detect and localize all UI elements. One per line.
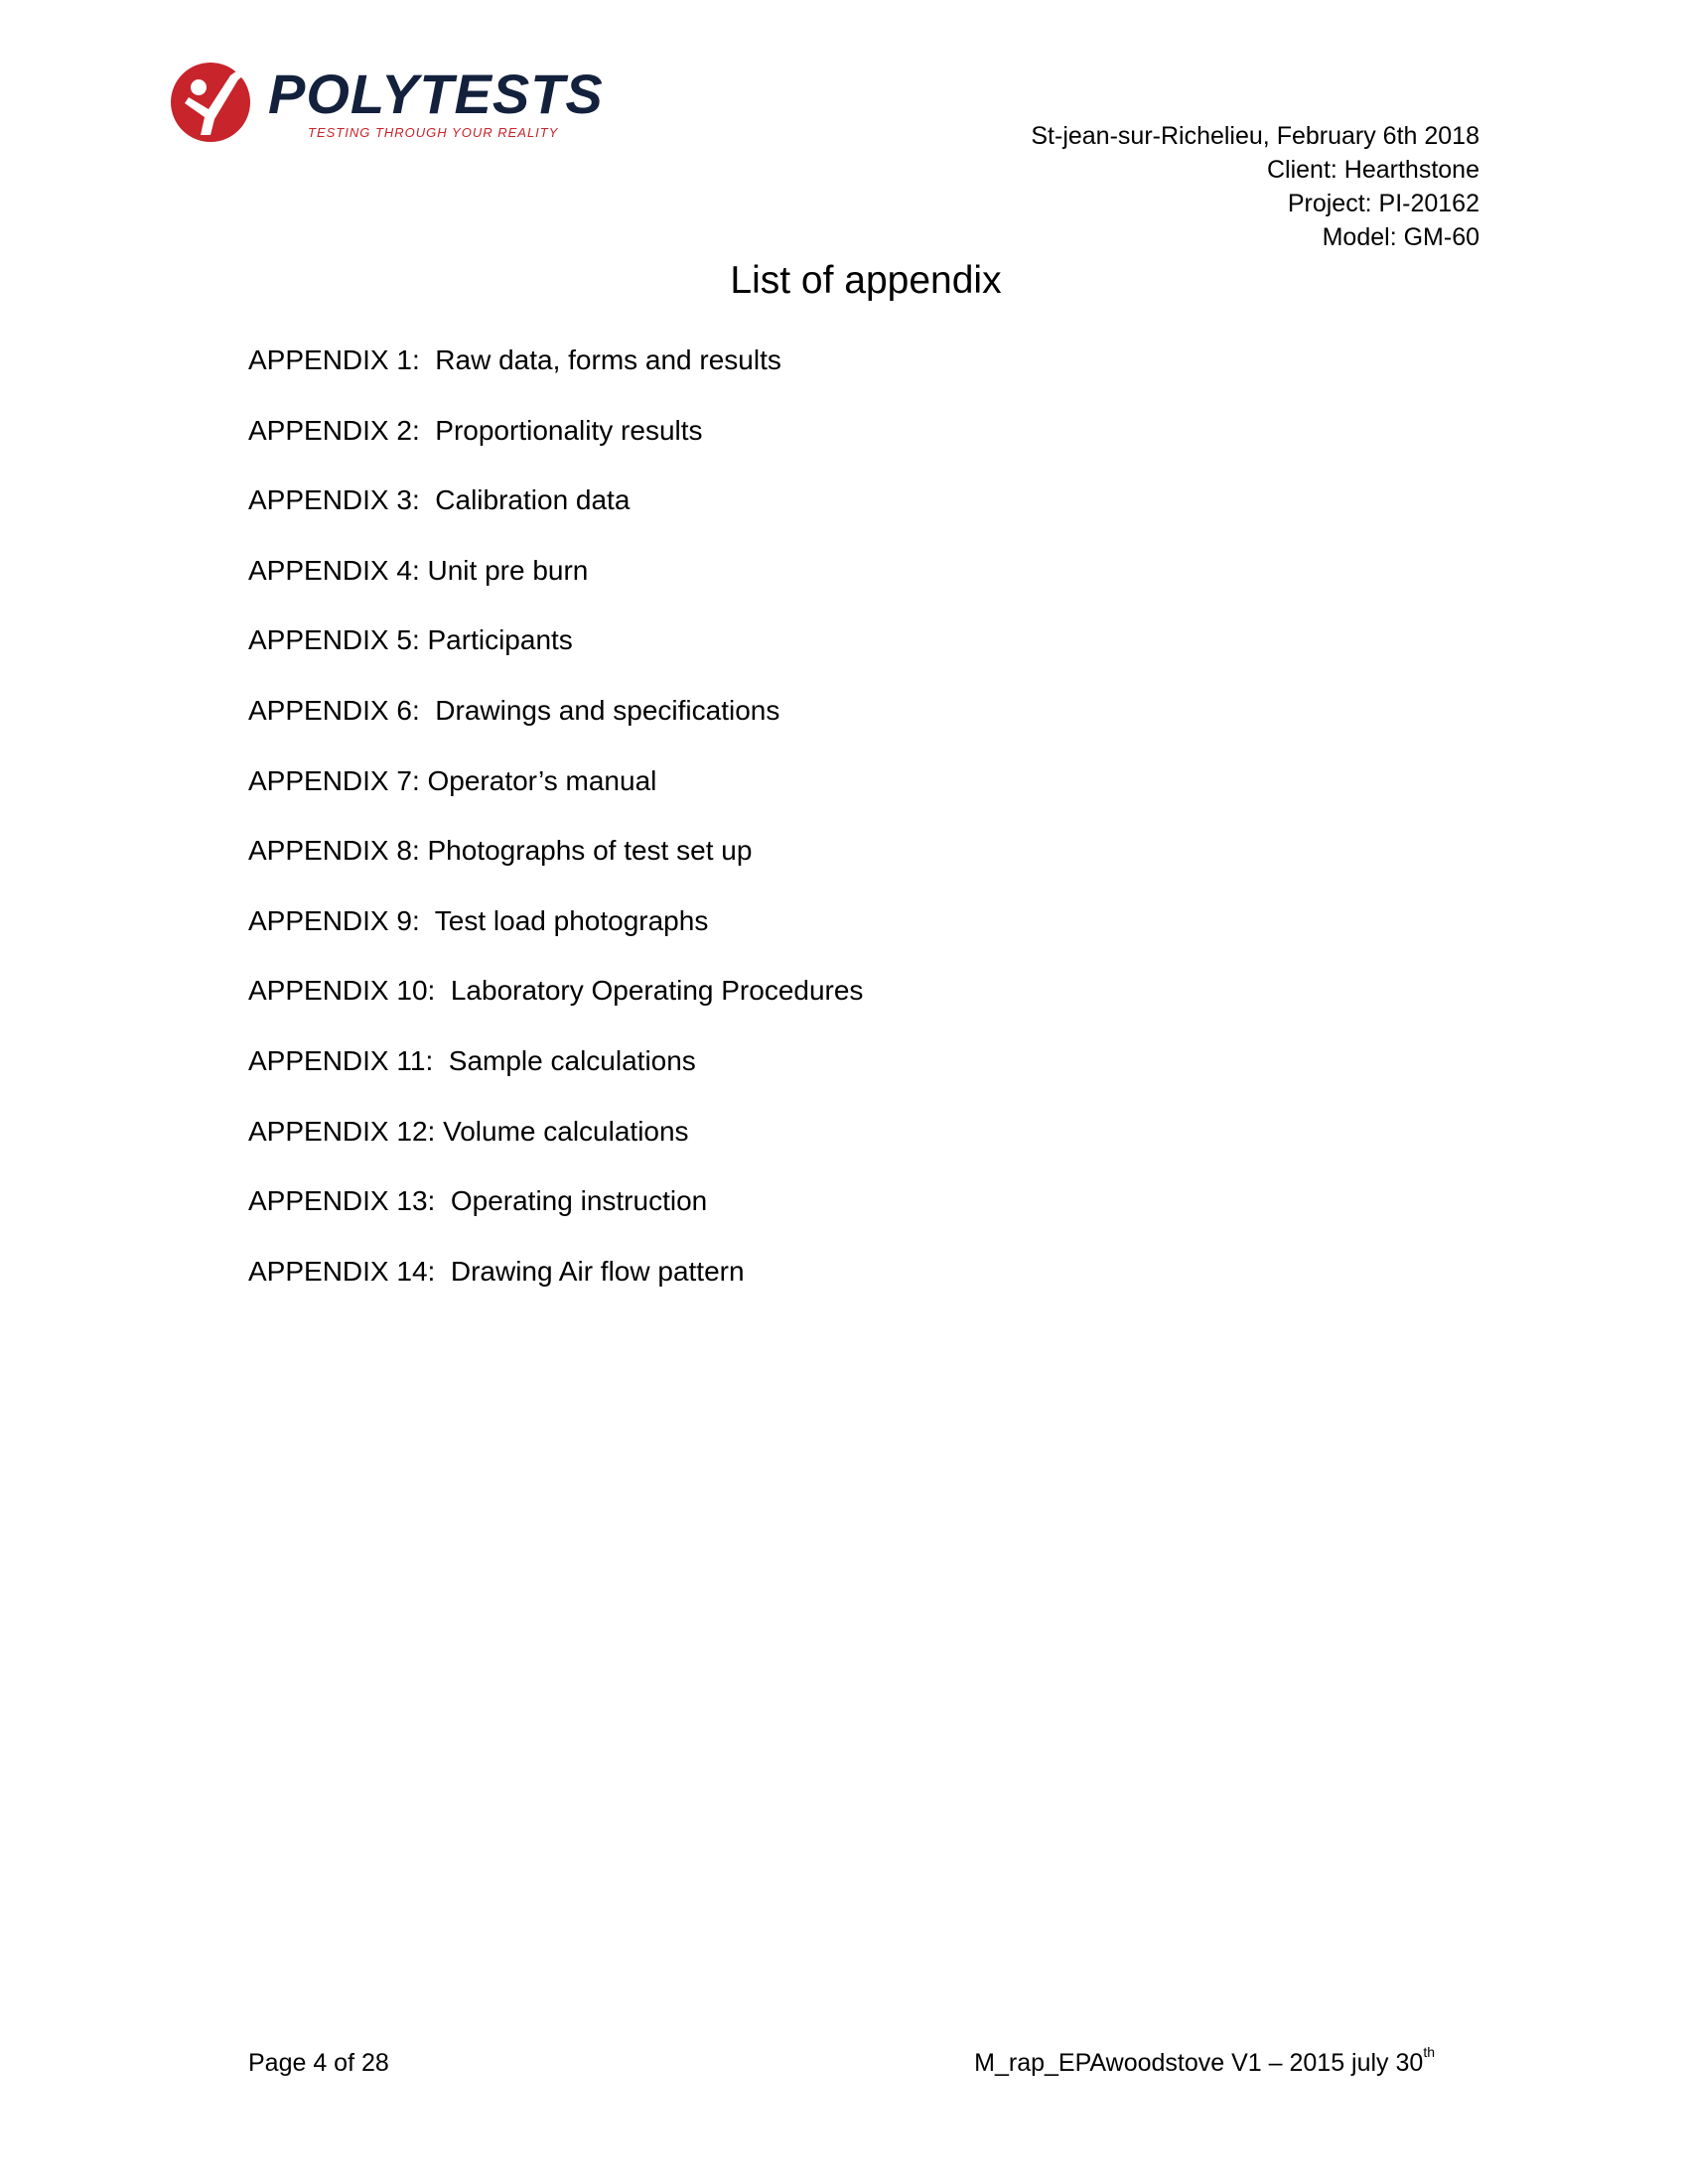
svg-text:TESTING THROUGH YOUR REALITY: TESTING THROUGH YOUR REALITY bbox=[308, 125, 559, 140]
model-line: Model: GM-60 bbox=[1322, 223, 1479, 251]
header-info bbox=[1031, 119, 1479, 254]
page-title: List of appendix bbox=[730, 259, 1002, 302]
appendix-item: APPENDIX 11: Sample calculations bbox=[248, 1044, 696, 1076]
client-line: Client: Hearthstone bbox=[1266, 156, 1479, 184]
appendix-item: APPENDIX 3: Calibration data bbox=[248, 484, 631, 516]
document-reference bbox=[974, 2044, 1435, 2079]
appendix-item: APPENDIX 10: Laboratory Operating Procedures bbox=[248, 975, 864, 1007]
appendix-item: APPENDIX 1: Raw data, forms and results bbox=[248, 344, 781, 375]
page-number: Page 4 of 28 bbox=[248, 2049, 389, 2077]
appendix-item: APPENDIX 4: Unit pre burn bbox=[248, 554, 589, 586]
document-reference-text: M_rap_EPAwoodstove V1 – 2015 july 30 bbox=[974, 2049, 1424, 2077]
location-date: St-jean-sur-Richelieu, February 6th 2018 bbox=[1031, 122, 1479, 150]
appendix-item: APPENDIX 6: Drawings and specifications bbox=[248, 694, 780, 726]
appendix-item: APPENDIX 7: Operator’s manual bbox=[248, 764, 657, 796]
appendix-item: APPENDIX 8: Photographs of test set up bbox=[248, 835, 753, 867]
polytests-logo bbox=[169, 58, 616, 147]
appendix-item: APPENDIX 9: Test load photographs bbox=[248, 904, 709, 936]
appendix-item: APPENDIX 14: Drawing Air flow pattern bbox=[248, 1255, 745, 1287]
svg-text:POLYTESTS: POLYTESTS bbox=[268, 63, 604, 125]
appendix-item: APPENDIX 13: Operating instruction bbox=[248, 1185, 708, 1217]
appendix-list bbox=[248, 342, 863, 1323]
document-reference-suffix: th bbox=[1423, 2044, 1435, 2060]
appendix-item: APPENDIX 2: Proportionality results bbox=[248, 414, 703, 446]
appendix-item: APPENDIX 12: Volume calculations bbox=[248, 1115, 689, 1147]
appendix-item: APPENDIX 5: Participants bbox=[248, 624, 573, 656]
project-line: Project: PI-20162 bbox=[1287, 190, 1479, 217]
